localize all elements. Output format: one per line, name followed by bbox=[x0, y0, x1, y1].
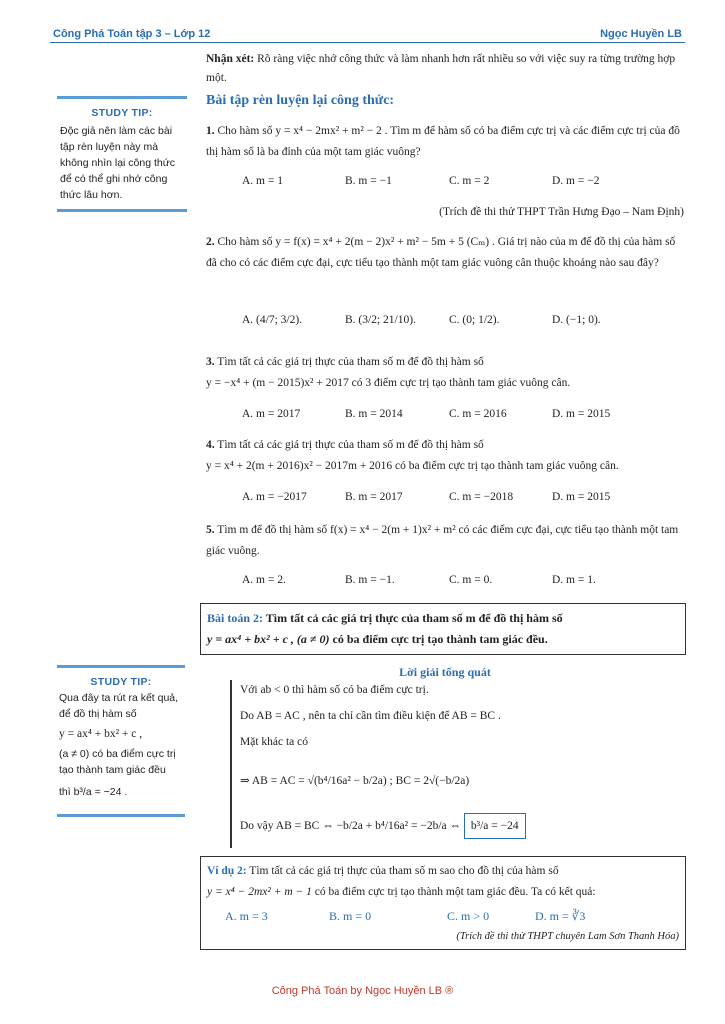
question-number: 1. bbox=[206, 125, 215, 137]
example-formula: y = x⁴ − 2mx² + m − 1 bbox=[207, 886, 312, 898]
section-title: Bài tập rèn luyện lại công thức: bbox=[206, 93, 395, 108]
problem-label: Bài toán 2: bbox=[207, 611, 264, 625]
answers-4 bbox=[206, 491, 684, 511]
answer-c[interactable]: C. m > 0 bbox=[447, 909, 490, 923]
answers-3 bbox=[206, 408, 684, 428]
example-box bbox=[200, 856, 686, 950]
tip-text: Độc giả nên làm các bài tập rèn luyện này mà không nhìn lại công thức để có thể ghi nhớ công thức lâu hơn. bbox=[60, 125, 176, 201]
question-text: Tìm tất cả các giá trị thực của tham số m để đồ thị hàm số bbox=[214, 439, 484, 451]
answer-d[interactable]: D. m = 2015 bbox=[552, 491, 611, 503]
header-book-title: Công Phá Toán tập 3 – Lớp 12 bbox=[53, 28, 211, 40]
solution-left-rule bbox=[230, 680, 232, 848]
solution-equivalence: Do vậy AB = BC ⇔ −b/2a + b⁴/16a² = −2b/a ⇔ bbox=[240, 820, 464, 832]
answer-a[interactable]: A. m = 3 bbox=[225, 909, 268, 923]
answer-d[interactable]: D. (−1; 0). bbox=[552, 314, 601, 326]
answer-b[interactable]: B. m = 2014 bbox=[345, 408, 403, 420]
example-answers bbox=[201, 909, 685, 929]
solution-line: Do AB = AC , nên ta chỉ cần tìm điều kiện để AB = BC . bbox=[240, 710, 501, 722]
solution-line: ⇒ AB = AC = √(b⁴/16a² − b/2a) ; BC = 2√(−b/2a) bbox=[240, 775, 470, 787]
question-text: Tìm tất cả các giá trị thực của tham số m để đồ thị hàm số bbox=[214, 356, 484, 368]
question-text: Cho hàm số y = f(x) = x⁴ + 2(m − 2)x² + m² − 5m + 5 (Cₘ) . Giá trị nào của m để đồ thị của hàm số đã cho có các điểm cực đại, cực tiểu tạo thành một tam giác vuông cân thuộc khoảng nào sau đây? bbox=[206, 236, 676, 269]
solution-body bbox=[240, 680, 684, 837]
result-box: b³/a = −24 bbox=[464, 813, 526, 839]
study-tip-1 bbox=[57, 96, 187, 212]
answer-a[interactable]: A. m = 2. bbox=[242, 574, 286, 586]
tip-formula: y = ax⁴ + bx² + c , bbox=[59, 728, 143, 740]
question-number: 4. bbox=[206, 439, 215, 451]
answer-d[interactable]: D. m = 2015 bbox=[552, 408, 611, 420]
answers-2 bbox=[206, 314, 684, 334]
source-1: (Trích đề thi thử THPT Trần Hưng Đạo – Nam Định) bbox=[439, 206, 684, 218]
question-4 bbox=[206, 435, 684, 477]
answer-b[interactable]: B. (3/2; 21/10). bbox=[345, 314, 416, 326]
tip-title: STUDY TIP: bbox=[90, 676, 152, 688]
solution-line bbox=[240, 816, 684, 837]
example-statement bbox=[207, 861, 679, 903]
tip-result: thì b³/a = −24 . bbox=[59, 786, 128, 798]
answer-a[interactable]: A. m = −2017 bbox=[242, 491, 307, 503]
answer-c[interactable]: C. m = −2018 bbox=[449, 491, 514, 503]
answers-5 bbox=[206, 574, 684, 594]
example-text: Tìm tất cả các giá trị thực của tham số m sao cho đồ thị của hàm số bbox=[246, 865, 559, 877]
answer-b[interactable]: B. m = 2017 bbox=[345, 491, 403, 503]
example-source: (Trích đề thi thử THPT chuyên Lam Sơn Thanh Hóa) bbox=[456, 931, 679, 942]
remark-label: Nhận xét: bbox=[206, 53, 255, 65]
page-header bbox=[50, 20, 685, 43]
answer-d[interactable]: D. m = −2 bbox=[552, 175, 600, 187]
solution-title: Lời giải tổng quát bbox=[399, 665, 491, 679]
tip-line: Qua đây ta rút ra kết quả, để đồ thị hàm số bbox=[59, 692, 179, 720]
question-number: 2. bbox=[206, 236, 215, 248]
problem-box bbox=[200, 603, 686, 655]
question-number: 3. bbox=[206, 356, 215, 368]
tip-bottom-bar bbox=[57, 814, 185, 817]
problem-text: Tìm tất cả các giá trị thực của tham số m để đồ thị hàm số bbox=[263, 611, 563, 625]
solution-line: Với ab < 0 thì hàm số có ba điểm cực trị. bbox=[240, 684, 429, 696]
answer-b[interactable]: B. m = −1 bbox=[345, 175, 392, 187]
question-5 bbox=[206, 520, 684, 562]
answer-a[interactable]: A. (4/7; 3/2). bbox=[242, 314, 303, 326]
example-label: Ví dụ 2: bbox=[207, 865, 247, 877]
problem-statement bbox=[207, 608, 679, 650]
question-text: Tìm m để đồ thị hàm số f(x) = x⁴ − 2(m + 1)x² + m² có các điểm cực đại, cực tiểu tạo thành một tam giác vuông. bbox=[206, 524, 679, 557]
question-3 bbox=[206, 352, 684, 394]
answer-b[interactable]: B. m = −1. bbox=[345, 574, 395, 586]
question-2 bbox=[206, 232, 684, 274]
answer-c[interactable]: C. (0; 1/2). bbox=[449, 314, 500, 326]
question-number: 5. bbox=[206, 524, 215, 536]
example-tail: có ba điểm cực trị tạo thành một tam giác đều. Ta có kết quả: bbox=[311, 886, 596, 898]
tip-bottom-bar bbox=[57, 209, 187, 212]
question-formula: y = x⁴ + 2(m + 2016)x² − 2017m + 2016 có ba điểm cực trị tạo thành tam giác vuông cân. bbox=[206, 460, 619, 472]
answer-d[interactable]: D. m = 1. bbox=[552, 574, 596, 586]
answer-c[interactable]: C. m = 2016 bbox=[449, 408, 507, 420]
tip-line: (a ≠ 0) có ba điểm cực trị tạo thành tam giác đều bbox=[59, 748, 176, 776]
page-footer: Công Phá Toán by Ngọc Huyền LB ® bbox=[271, 985, 454, 997]
question-formula: y = −x⁴ + (m − 2015)x² + 2017 có 3 điểm cực trị tạo thành tam giác vuông cân. bbox=[206, 377, 571, 389]
answer-b[interactable]: B. m = 0 bbox=[329, 909, 372, 923]
answer-c[interactable]: C. m = 0. bbox=[449, 574, 493, 586]
remark-text: Rõ ràng việc nhớ công thức và làm nhanh hơn rất nhiều so với việc suy ra từng trường hợp một. bbox=[206, 53, 676, 84]
answer-a[interactable]: A. m = 1 bbox=[242, 175, 283, 187]
problem-formula: y = ax⁴ + bx² + c , (a ≠ 0) bbox=[207, 632, 330, 646]
answer-d[interactable]: D. m = ∛3 bbox=[535, 909, 586, 923]
solution-line: Mặt khác ta có bbox=[240, 736, 309, 748]
tip-top-bar bbox=[57, 665, 185, 668]
header-author: Ngọc Huyền LB bbox=[600, 28, 682, 40]
remark bbox=[206, 50, 684, 88]
study-tip-2 bbox=[57, 665, 185, 817]
answer-a[interactable]: A. m = 2017 bbox=[242, 408, 301, 420]
problem-tail: có ba điểm cực trị tạo thành tam giác đều. bbox=[329, 632, 548, 646]
tip-top-bar bbox=[57, 96, 187, 99]
answers-1 bbox=[206, 175, 684, 195]
question-1 bbox=[206, 121, 684, 163]
question-text: Cho hàm số y = x⁴ − 2mx² + m² − 2 . Tìm m để hàm số có ba điểm cực trị và các điểm cực trị của đồ thị hàm số là ba đỉnh của một tam giác vuông? bbox=[206, 125, 680, 158]
answer-c[interactable]: C. m = 2 bbox=[449, 175, 490, 187]
tip-title: STUDY TIP: bbox=[91, 107, 153, 119]
